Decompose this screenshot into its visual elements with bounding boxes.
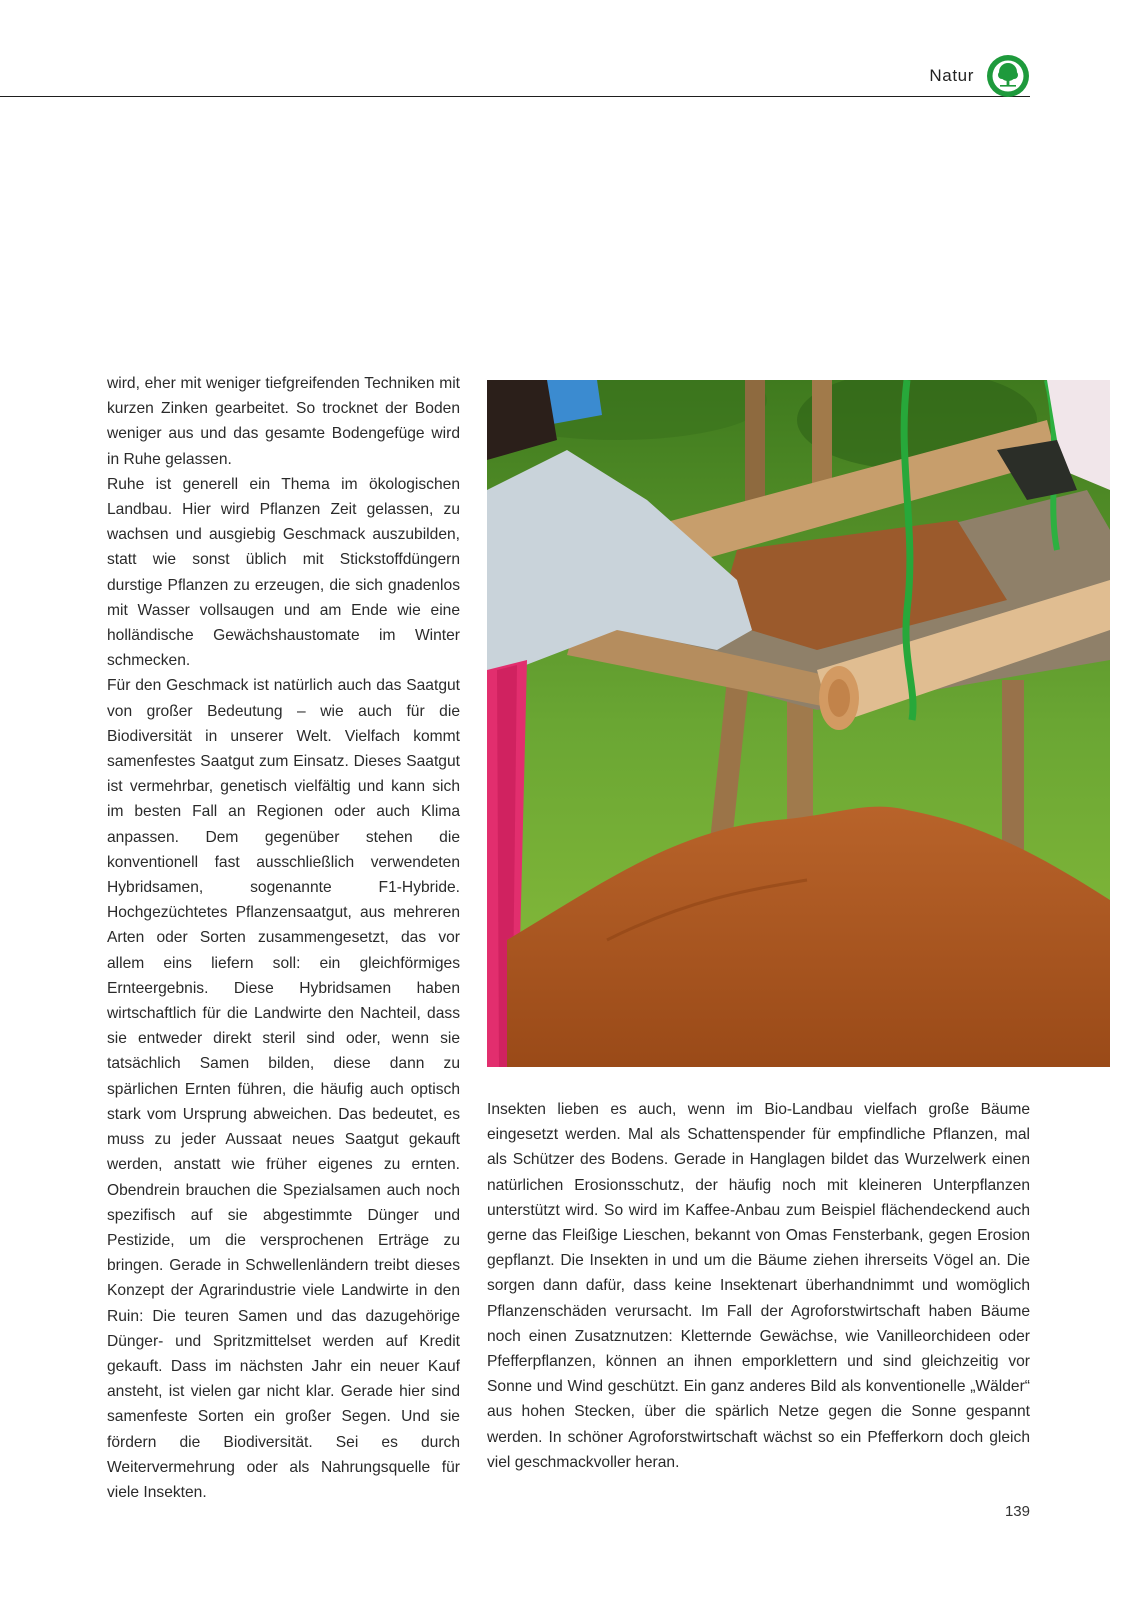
left-text-column — [107, 371, 460, 1505]
left-paragraph-3: Für den Geschmack ist natürlich auch das Saatgut von großer Bedeutung – wie auch für die Biodiversität in unserer Welt. Vielfach kommt samenfestes Saatgut zum Einsatz. Dieses Saatgut ist vermehrbar, genetisch vielfältig und kann sich im besten Fall an Regionen oder auch Klima anpassen. Dem gegenüber stehen die konventionell fast ausschließlich verwendeten Hybridsamen, sogenannte F1-Hybride. Hochgezüchtetes Pflanzensaatgut, aus mehreren Arten oder Sorten zusammengesetzt, das vor allem eins liefern soll: ein gleichförmiges Ernteergebnis. Diese Hybridsamen haben wirtschaftlich für die Landwirte den Nachteil, dass sie entweder direkt steril sind oder, wenn sie tatsächlich Samen bilden, diese dann zu spärlichen Ernten führen, die häufig auch optisch stark vom Ursprung abweichen. Das bedeutet, es muss zu jeder Aussaat neues Saatgut gekauft werden, anstatt wie früher eigenes zu ernten. Obendrein brauchen die Spezialsamen auch noch spezifisch auf sie abgestimmte Dünger und Pestizide, um die versprochenen Erträge zu bringen. Gerade in Schwellenländern treibt dieses Konzept der Agrarindustrie viele Landwirte in den Ruin: Die teuren Samen und das dazugehörige Dünger- und Spritzmittelset werden auf Kredit gekauft. Dass im nächsten Jahr ein neuer Kauf ansteht, ist vielen gar nicht klar. Gerade hier sind samenfeste Sorten ein großer Segen. Und sie fördern die Biodiversität. Sei es durch Weitervermehrung oder als Nahrungsquelle für viele Insekten. — [107, 677, 460, 1501]
sieving-soil-photo — [487, 380, 1110, 1067]
bottom-paragraph-1: Insekten lieben es auch, wenn im Bio-Landbau vielfach große Bäume eingesetzt werden. Mal als Schattenspender für empfindliche Pflanzen, mal als Schützer des Bodens. Gerade in Hanglagen bildet das Wurzelwerk einen natürlichen Erosionsschutz, der häufig noch mit kleineren Unterpflanzen unterstützt wird. So wird im Kaffee-Anbau zum Beispiel flächendeckend auch gerne das Fleißige Lieschen, bekannt von Omas Fensterbank, gegen Erosion gepflanzt. Die Insekten in und um die Bäume ziehen ihrerseits Vögel an. Die sorgen dann dafür, dass keine Insektenart überhandnimmt und womöglich Pflanzenschäden verursacht. Im Fall der Agroforstwirtschaft haben Bäume noch einen Zusatznutzen: Kletternde Gewächse, wie Vanilleorchideen oder Pfefferpflanzen, können an ihnen emporklettern und sind gleichzeitig vor Sonne und Wind geschützt. Ein ganz anderes Bild als konventionelle „Wälder“ aus hohen Stecken, über die spärlich Netze gegen die Sonne gespannt werden. In schöner Agroforstwirtschaft wächst so ein Pfefferkorn doch gleich viel geschmackvoller heran. — [487, 1101, 1030, 1471]
header-rule — [0, 96, 1030, 97]
page-number: 139 — [1004, 1503, 1030, 1520]
tree-seal-icon — [986, 54, 1030, 98]
bottom-text-column — [487, 1097, 1030, 1475]
left-paragraph-2: Ruhe ist generell ein Thema im ökologischen Landbau. Hier wird Pflanzen Zeit gelassen, zu wachsen und ausgiebig Geschmack auszubilden, statt wie sonst üblich mit Stickstoffdüngern durstige Pflanzen zu erzeugen, die sich gnadenlos mit Wasser vollsaugen und am Ende wie eine holländische Gewächshaustomate im Winter schmecken. — [107, 475, 460, 670]
left-paragraph-1: wird, eher mit weniger tiefgreifenden Techniken mit kurzen Zinken gearbeitet. So trocknet der Boden weniger aus und das gesamte Bodengefüge wird in Ruhe gelassen. — [107, 375, 460, 468]
section-label: Natur — [929, 66, 974, 85]
